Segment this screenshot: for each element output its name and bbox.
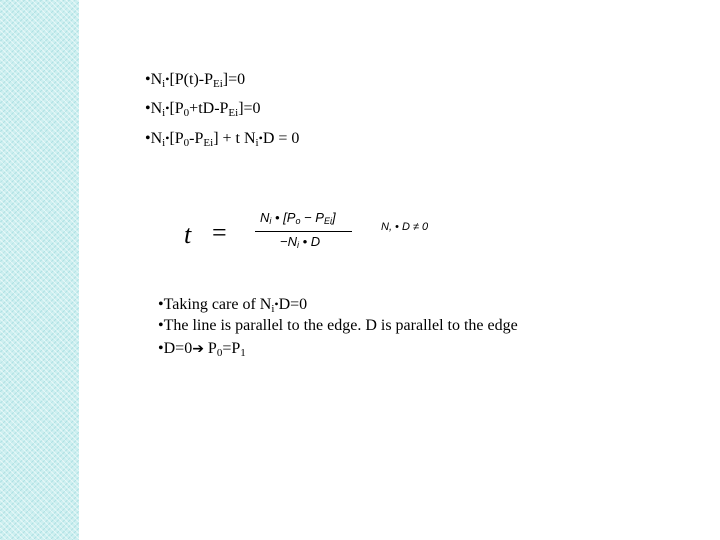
formula-denominator: $-N_i$ • D <box>280 234 321 250</box>
note-line-2: •The line is parallel to the edge. D is parallel to the edge <box>158 317 518 334</box>
formula-equals: = <box>212 218 227 247</box>
right-arrow-icon: ➔ <box>192 341 204 357</box>
formula-condition: N, • D ≠ 0 <box>381 221 429 233</box>
equation-line-3: $•N_i•[P_0-P_{Ei}] + t$ $N_i•D = 0$ <box>145 130 300 149</box>
note-line-1: •Taking care of $N_i•D=0$ <box>158 296 308 315</box>
equation-line-1: $•N_i•[P(t)-P_{Ei}]=0$ <box>145 71 246 90</box>
equation-line-2: $•N_i•[P_0+tD-P_{Ei}]=0$ <box>145 100 261 119</box>
t-formula <box>182 210 352 258</box>
fraction-bar <box>255 231 352 232</box>
formula-numerator: $N_i$ • $[P_o - P_{Ei}]$ <box>260 210 336 226</box>
formula-lhs: t <box>184 220 192 249</box>
decorative-sidebar <box>0 0 79 540</box>
note-line-3: •D=0➔ $P_0=P_1$ <box>158 340 246 359</box>
